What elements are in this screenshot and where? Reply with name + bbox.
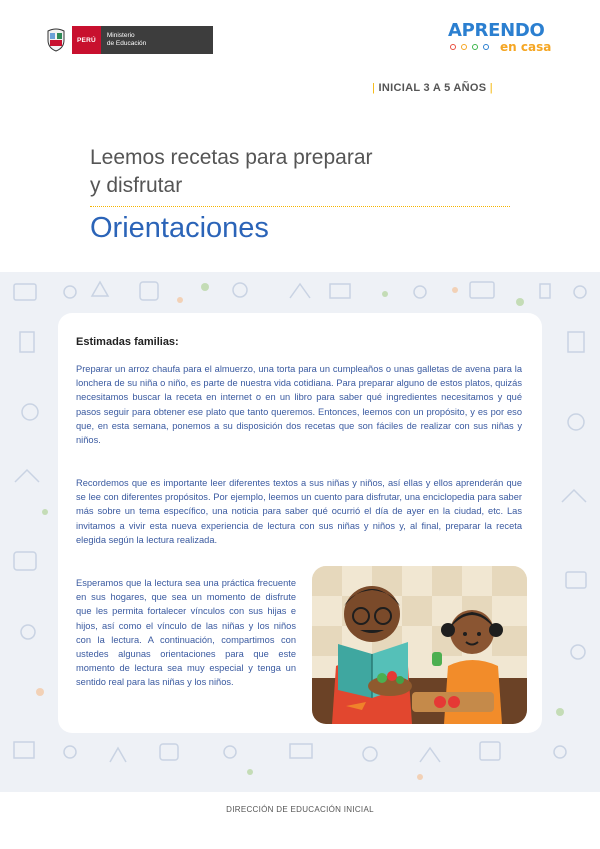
brand-top-text: APRENDO	[448, 20, 545, 41]
footer-text: DIRECCIÓN DE EDUCACIÓN INICIAL	[226, 805, 374, 814]
ministry-name	[101, 26, 213, 54]
brand-dots-icon	[450, 44, 489, 50]
country-label: PERÚ	[72, 26, 101, 54]
paragraph-3: Esperamos que la lectura sea una práctica frecuente en sus hogares, que sea un momento de disfrute que les permita fortalecer vínculos con sus hijas e hijos, así como el vínculo de las niñas y los niños con la lectura. A continuación, compartimos con ustedes algunas orientaciones para que este momento de lectura sea muy especial y tenga un sentido real para las niñas y los niños.	[76, 578, 296, 688]
title-line1: Leemos recetas para preparar	[90, 146, 373, 169]
page-title	[90, 144, 510, 200]
paragraph-2: Recordemos que es importante leer diferentes textos a sus niñas y niños, así ellas y ellos aprenderán que se lee con diferentes propósitos. Por ejemplo, leemos un cuento para disfrutar, una enciclopedia para saber más sobre un tema específico, una noticia para saber qué ocurrió el día de ayer en la ciudad, etc. Las invitamos a vivir esta nueva experiencia de lectura con sus niñas y niños y, al final, preparar la receta elegida según la lectura realizada.	[76, 478, 522, 545]
government-logo	[46, 26, 213, 54]
paragraph-1: Preparar un arroz chaufa para el almuerzo, una torta para un cumpleaños o unas galletas de avena para la lonchera de su niña o niño, es parte de nuestra vida cotidiana. Para preparar alguno de estos platos, quizás necesitamos buscar la receta en internet o en un libro para saber qué ingredientes necesitamos y qué pasos seguir para obtener ese plato que tanto queremos. Entonces, leemos con un propósito, y es por eso que, en esta semana, ponemos a su disposición dos recetas que son fáciles de realizar con sus niñas y niños.	[76, 364, 522, 446]
title-divider	[90, 206, 510, 207]
brand-bottom-text: en casa	[500, 40, 552, 54]
ministry-line2: de Educación	[106, 40, 147, 47]
aprendo-en-casa-logo	[448, 22, 560, 58]
level-text: INICIAL 3 A 5 AÑOS	[378, 82, 487, 94]
level-label: | INICIAL 3 A 5 AÑOS |	[372, 82, 493, 94]
coat-of-arms-icon	[46, 28, 66, 52]
greeting-heading: Estimadas familias:	[76, 336, 179, 348]
reading-illustration	[312, 566, 527, 724]
section-subtitle: Orientaciones	[90, 212, 269, 244]
ministry-line1: Ministerio	[106, 32, 135, 39]
title-line2: y disfrutar	[90, 174, 183, 197]
